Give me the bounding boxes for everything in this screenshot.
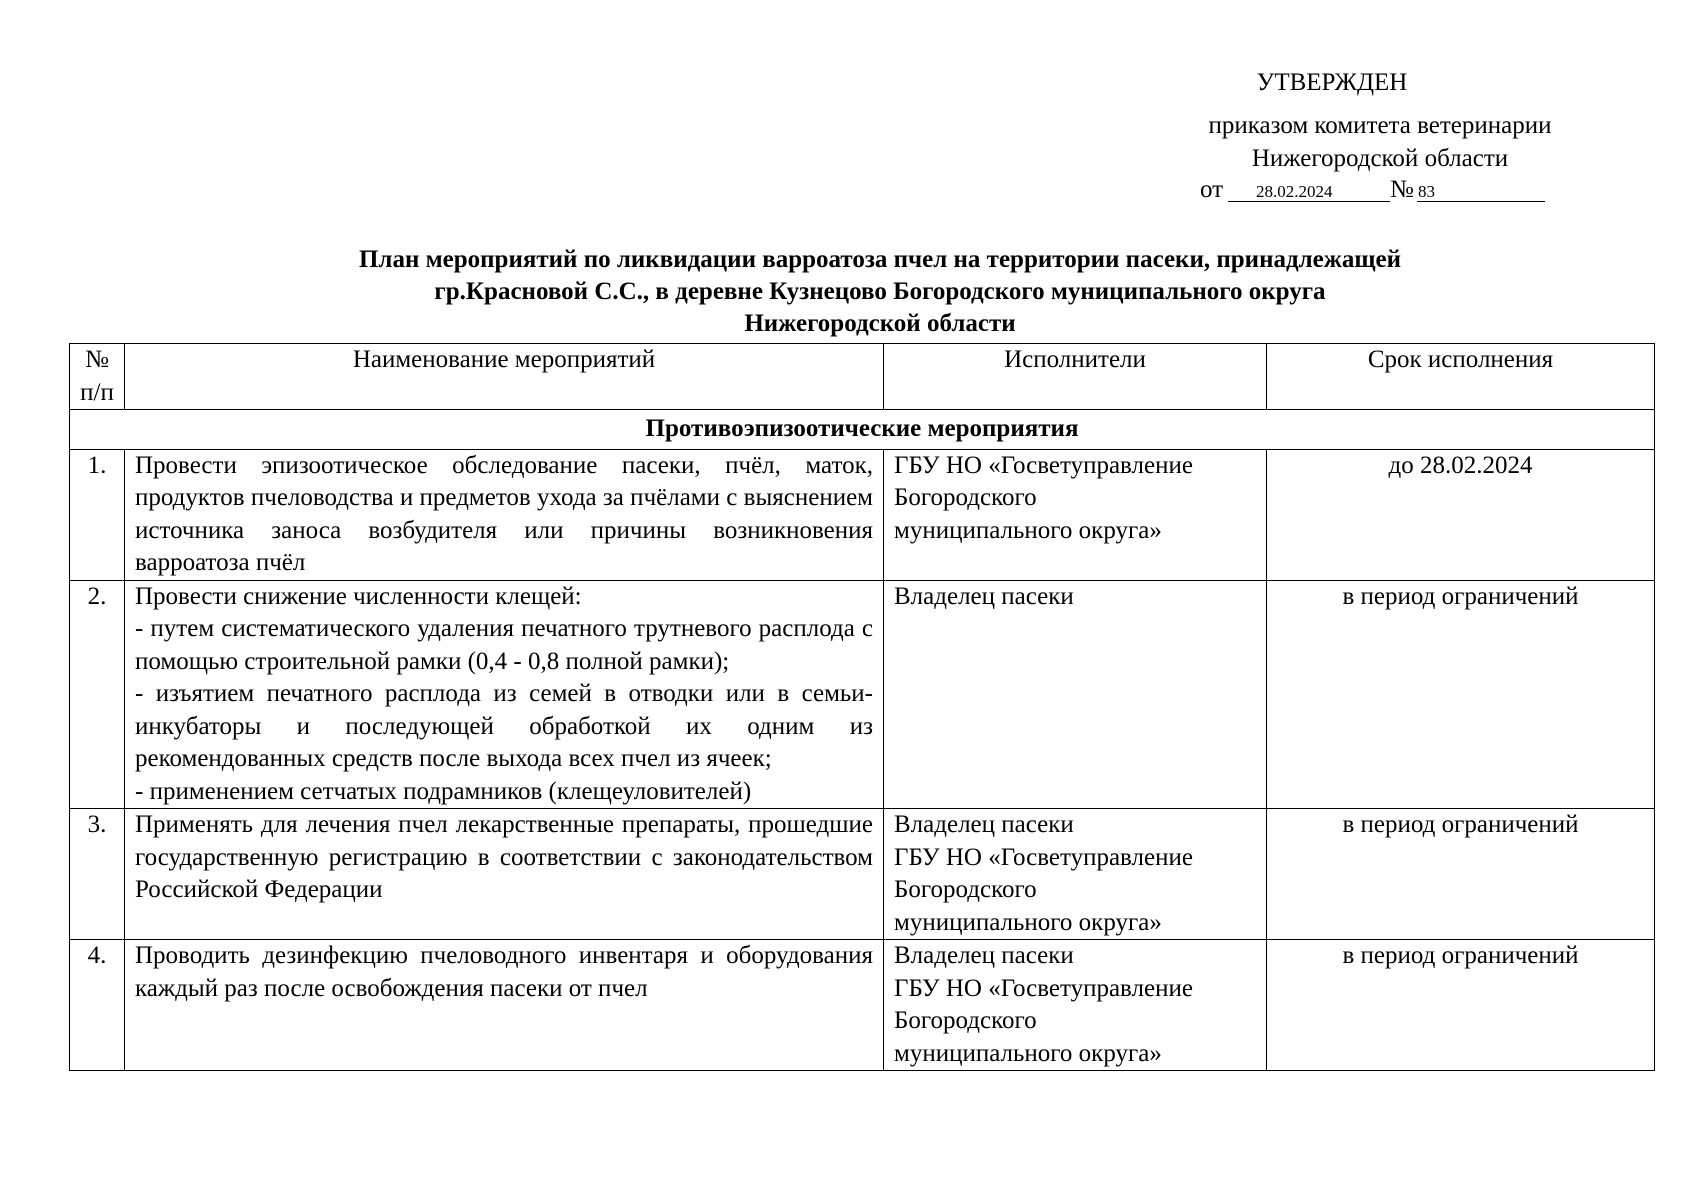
header-num-sign: № (85, 346, 109, 373)
title-line1: План мероприятий по ликвидации варроатоза пчел на территории пасеки, принадлежащей (358, 246, 1401, 273)
executor-line: Богородского (894, 1007, 1037, 1034)
executor-line: Богородского (894, 876, 1037, 903)
header-term: Срок исполнения (1267, 344, 1655, 410)
executors-cell (884, 580, 1267, 809)
term-cell: в период ограничений (1267, 809, 1655, 940)
executor-line: ГБУ НО «Госветуправление (894, 843, 1193, 871)
measures-table (69, 343, 1655, 1071)
measure-line: - изъятием печатного расплода из семей в отводки или в семьи-инкубаторы и последующей обработкой их одним из рекомендованных средств после выхода всех пчел из ячеек; (135, 680, 873, 772)
title-line3: Нижегородской области (744, 310, 1016, 337)
header-num (70, 344, 125, 410)
table-row (70, 449, 1655, 580)
executors-cell (884, 809, 1267, 940)
term-cell: в период ограничений (1267, 580, 1655, 809)
header-num-pp: п/п (80, 378, 114, 406)
row-number: 3. (70, 809, 125, 940)
term-cell: в период ограничений (1267, 940, 1655, 1071)
approval-date: 28.02.2024 (1256, 182, 1333, 201)
executor-line: ГБУ НО «Госветуправление (894, 974, 1193, 1002)
table-row (70, 580, 1655, 809)
executors-cell (884, 449, 1267, 580)
executor-line: ГБУ НО «Госветуправление (894, 451, 1193, 479)
executor-line: Владелец пасеки (894, 582, 1074, 610)
executor-line: муниципального округа» (894, 516, 1162, 544)
measure-line: Провести снижение численности клещей: (135, 582, 582, 610)
executor-line: Владелец пасеки (894, 942, 1074, 969)
document-title (120, 244, 1640, 340)
executor-line: Богородского (894, 484, 1037, 511)
executors-cell (884, 940, 1267, 1071)
title-line2: гр.Красновой С.С., в деревне Кузнецово Богородского муниципального округа (434, 278, 1326, 305)
executor-line: муниципального округа» (894, 908, 1162, 936)
from-label: от (1200, 176, 1224, 203)
approval-order-line2: Нижегородской области (1251, 145, 1509, 172)
row-number: 1. (70, 449, 125, 580)
term-cell: до 28.02.2024 (1267, 449, 1655, 580)
executor-line: муниципального округа» (894, 1039, 1162, 1067)
section-row (70, 410, 1655, 450)
table-header-row (70, 344, 1655, 410)
approval-block (1160, 66, 1600, 205)
measure-line: - путем систематического удаления печатного трутневого расплода с помощью строительной рамки (0,4 - 0,8 полной рамки); (135, 615, 873, 675)
measure-name: Применять для лечения пчел лекарственные препараты, прошедшие государственную регистрацию в соответствии с законодательством Российской Федерации (125, 809, 884, 940)
row-number: 2. (70, 580, 125, 809)
section-title: Противоэпизоотические мероприятия (70, 410, 1655, 450)
approval-date-number-line (1160, 175, 1600, 205)
approval-heading: УТВЕРЖДЕН (1256, 69, 1408, 96)
row-number: 4. (70, 940, 125, 1071)
approval-order-line1: приказом комитета ветеринарии (1208, 112, 1552, 139)
measure-line: - применением сетчатых подрамников (клещеуловителей) (135, 777, 752, 805)
number-underline (1417, 201, 1545, 202)
measure-name: Провести эпизоотическое обследование пасеки, пчёл, маток, продуктов пчеловодства и предметов ухода за пчёлами с выяснением источника заноса возбудителя или причины возникновения варроатоза пчёл (125, 449, 884, 580)
measure-name (125, 580, 884, 809)
approval-number: 83 (1418, 182, 1435, 201)
header-name: Наименование мероприятий (125, 344, 884, 410)
number-label: № (1390, 176, 1414, 203)
header-executors: Исполнители (884, 344, 1267, 410)
measure-name: Проводить дезинфекцию пчеловодного инвентаря и оборудования каждый раз после освобождения пасеки от пчел (125, 940, 884, 1071)
executor-line: Владелец пасеки (894, 811, 1074, 838)
table-row (70, 809, 1655, 940)
table-row (70, 940, 1655, 1071)
